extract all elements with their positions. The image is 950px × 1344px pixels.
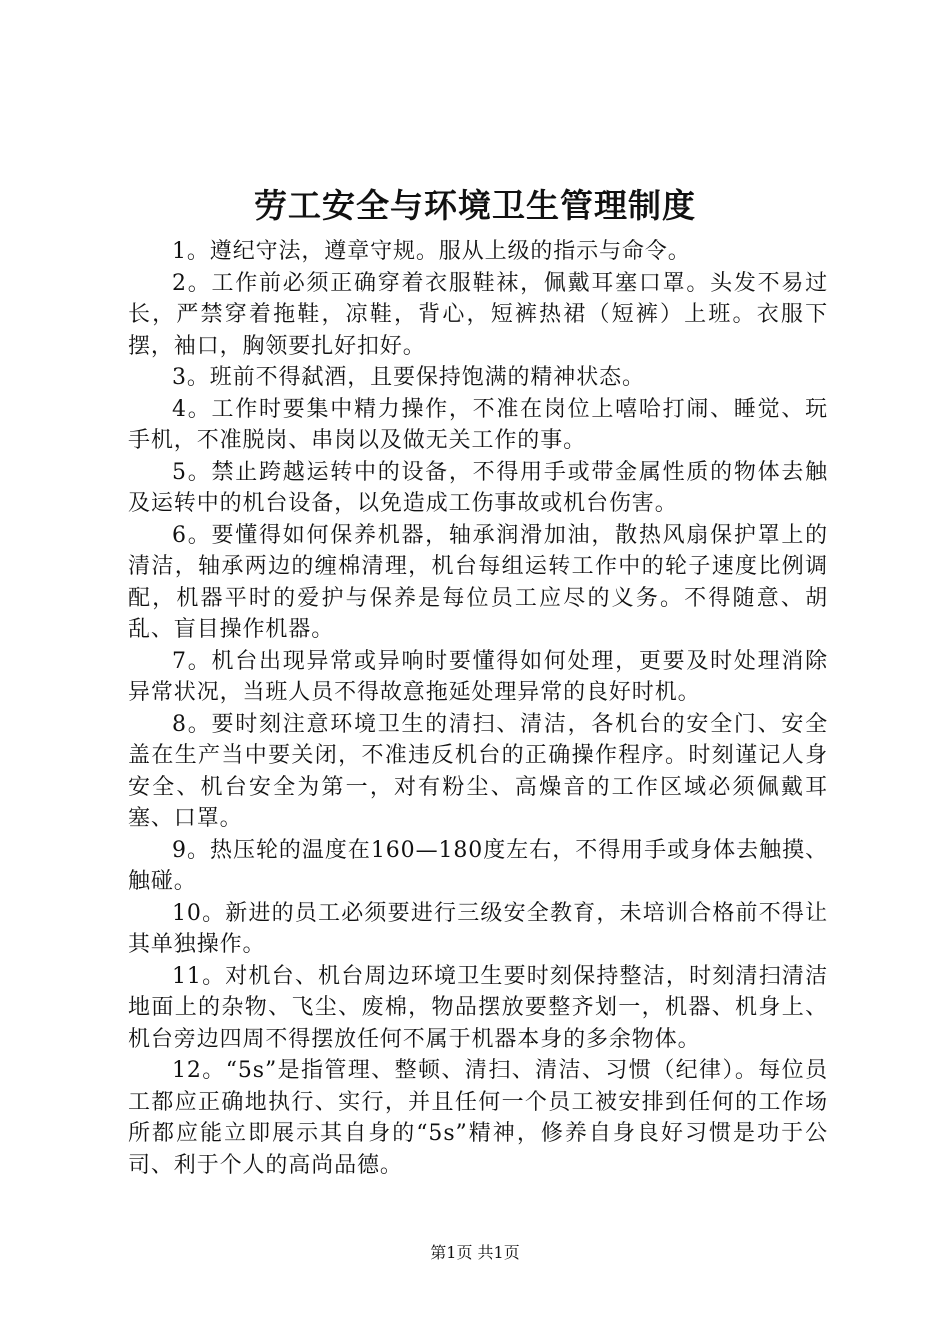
document-title: 劳工安全与环境卫生管理制度 [254, 186, 696, 225]
paragraph-4: 4。工作时要集中精力操作，不准在岗位上嘻哈打闹、睡觉、玩手机，不准脱岗、串岗以及做无关工作的事。 [128, 396, 828, 453]
paragraph-9: 9。热压轮的温度在160—180度左右，不得用手或身体去触摸、触碰。 [128, 837, 828, 894]
paragraph-5: 5。禁止跨越运转中的设备，不得用手或带金属性质的物体去触及运转中的机台设备，以免造成工伤事故或机台伤害。 [128, 459, 828, 516]
paragraph-8: 8。要时刻注意环境卫生的清扫、清洁，各机台的安全门、安全盖在生产当中要关闭，不准违反机台的正确操作程序。时刻谨记人身安全、机台安全为第一，对有粉尘、高燥音的工作区域必须佩戴耳塞、口罩。 [128, 711, 828, 831]
page-footer: 第1页 共1页 [430, 1243, 520, 1262]
paragraph-6: 6。要懂得如何保养机器，轴承润滑加油，散热风扇保护罩上的清洁，轴承两边的缠棉清理，机台每组运转工作中的轮子速度比例调配，机器平时的爱护与保养是每位员工应尽的义务。不得随意、胡乱、盲目操作机器。 [128, 522, 828, 642]
document-body [128, 236, 828, 1181]
paragraph-7: 7。机台出现异常或异响时要懂得如何处理，更要及时处理消除异常状况，当班人员不得故意拖延处理异常的良好时机。 [128, 648, 828, 705]
paragraph-3: 3。班前不得弑酒，且要保持饱满的精神状态。 [172, 365, 645, 390]
paragraph-11: 11。对机台、机台周边环境卫生要时刻保持整洁，时刻清扫清洁地面上的杂物、飞尘、废棉，物品摆放要整齐划一，机器、机身上、机台旁边四周不得摆放任何不属于机器本身的多余物体。 [128, 963, 828, 1052]
paragraph-1: 1。遵纪守法，遵章守规。服从上级的指示与命令。 [172, 239, 691, 264]
paragraph-10: 10。新进的员工必须要进行三级安全教育，未培训合格前不得让其单独操作。 [128, 900, 828, 957]
paragraph-2: 2。工作前必须正确穿着衣服鞋袜，佩戴耳塞口罩。头发不易过长，严禁穿着拖鞋，凉鞋，背心，短裤热裙（短裤）上班。衣服下摆，袖口，胸领要扎好扣好。 [128, 270, 828, 359]
paragraph-12: 12。“5s”是指管理、整顿、清扫、清洁、习惯（纪律）。每位员工都应正确地执行、实行，并且任何一个员工被安排到任何的工作场所都应能立即展示其自身的“5s”精神，修养自身良好习惯是功于公司、利于个人的高尚品德。 [128, 1058, 828, 1178]
